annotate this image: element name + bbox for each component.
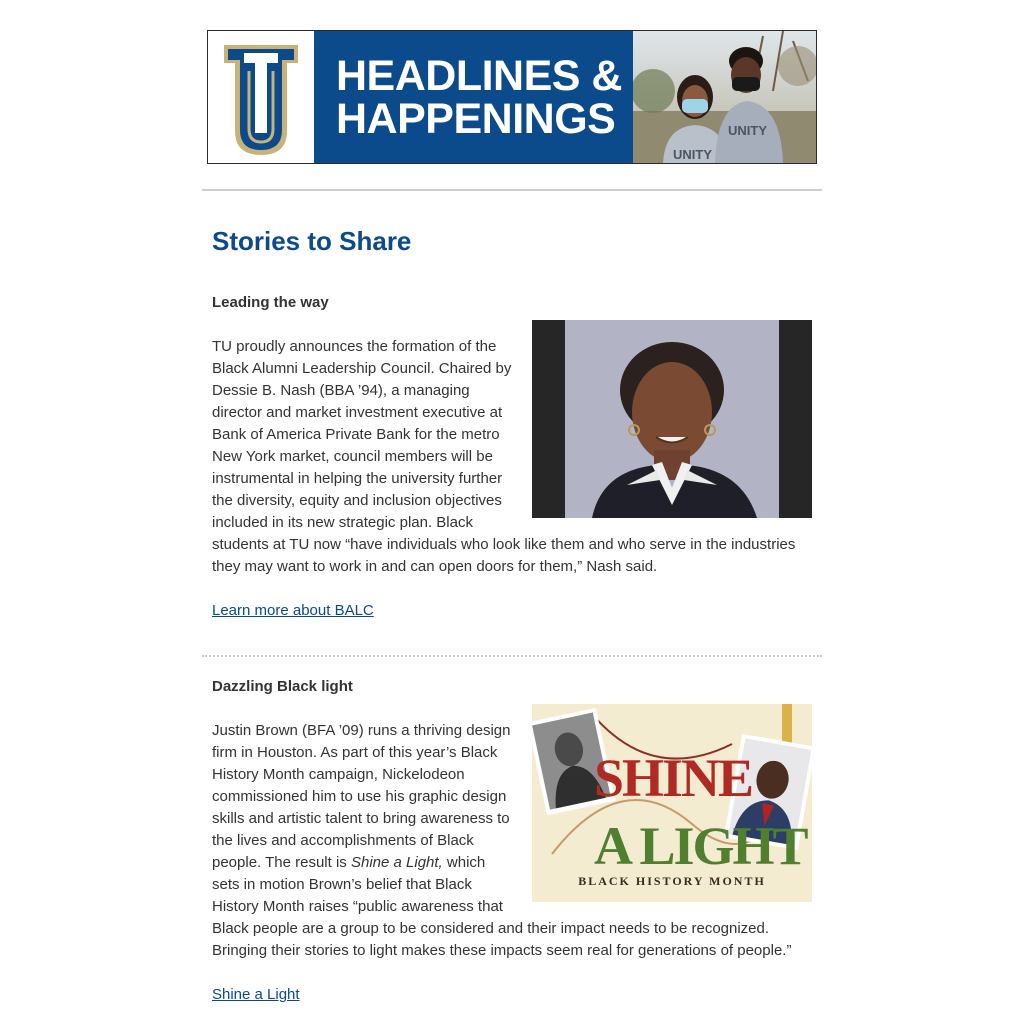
story-leading-the-way: [212, 292, 812, 622]
story-body-part-2: which sets in motion Brown’s belief that Black History Month raises “public awareness that Black people are a group to be considered and their impact needs to be recognized. Bringing their stories to light makes these impacts seem real for generations of people.”: [212, 854, 792, 959]
tu-logo: [208, 31, 314, 163]
story-body-part-1: Justin Brown (BFA ’09) runs a thriving design firm in Houston. As part of this year’s Black History Month campaign, Nickelodeon commissioned him to use his graphic design skills and artistic talent to bring awareness to the lives and accomplishments of Black people. The result is: [212, 722, 511, 871]
dessie-nash-photo: [532, 320, 812, 518]
headline-line-1: HEADLINES &: [336, 52, 622, 100]
banner-photo: [633, 31, 816, 163]
header-divider: [202, 189, 822, 191]
a-light-text: A LIGHT: [594, 816, 807, 876]
headline-panel: [314, 31, 633, 163]
bhm-caption: BLACK HISTORY MONTH: [578, 874, 766, 888]
banner-headline: [336, 52, 622, 143]
section-title: Stories to Share: [212, 226, 412, 256]
story-body-italic: Shine a Light,: [350, 854, 443, 871]
story-title: Dazzling Black light: [212, 678, 353, 695]
shine-a-light-artwork: [532, 704, 812, 902]
shirt-text-right: UNITY: [728, 123, 767, 138]
story-body: TU proudly announces the formation of the Black Alumni Leadership Council. Chaired by Dessie B. Nash (BBA ’94), a managing director and market investment executive at Bank of America Private Bank for the metro New York market, council members will be instrumental in helping the university further the diversity, equity and inclusion objectives included in its new strategic plan. Black students at TU now “have individuals who look like them and who serve in the industries they may want to work in and can open doors for them,” Nash said.: [212, 338, 796, 575]
header-banner: [207, 30, 817, 164]
shirt-text-left: UNITY: [673, 147, 712, 162]
shine-a-light-link[interactable]: Shine a Light: [212, 986, 300, 1003]
tu-logo-icon: [208, 31, 314, 163]
story-divider: [202, 655, 822, 657]
shine-text: SHINE: [594, 748, 753, 808]
story-title: Leading the way: [212, 294, 329, 311]
headline-line-2: HAPPENINGS: [336, 95, 616, 143]
story-dazzling-black-light: [212, 676, 812, 1006]
learn-more-balc-link[interactable]: Learn more about BALC: [212, 602, 374, 619]
